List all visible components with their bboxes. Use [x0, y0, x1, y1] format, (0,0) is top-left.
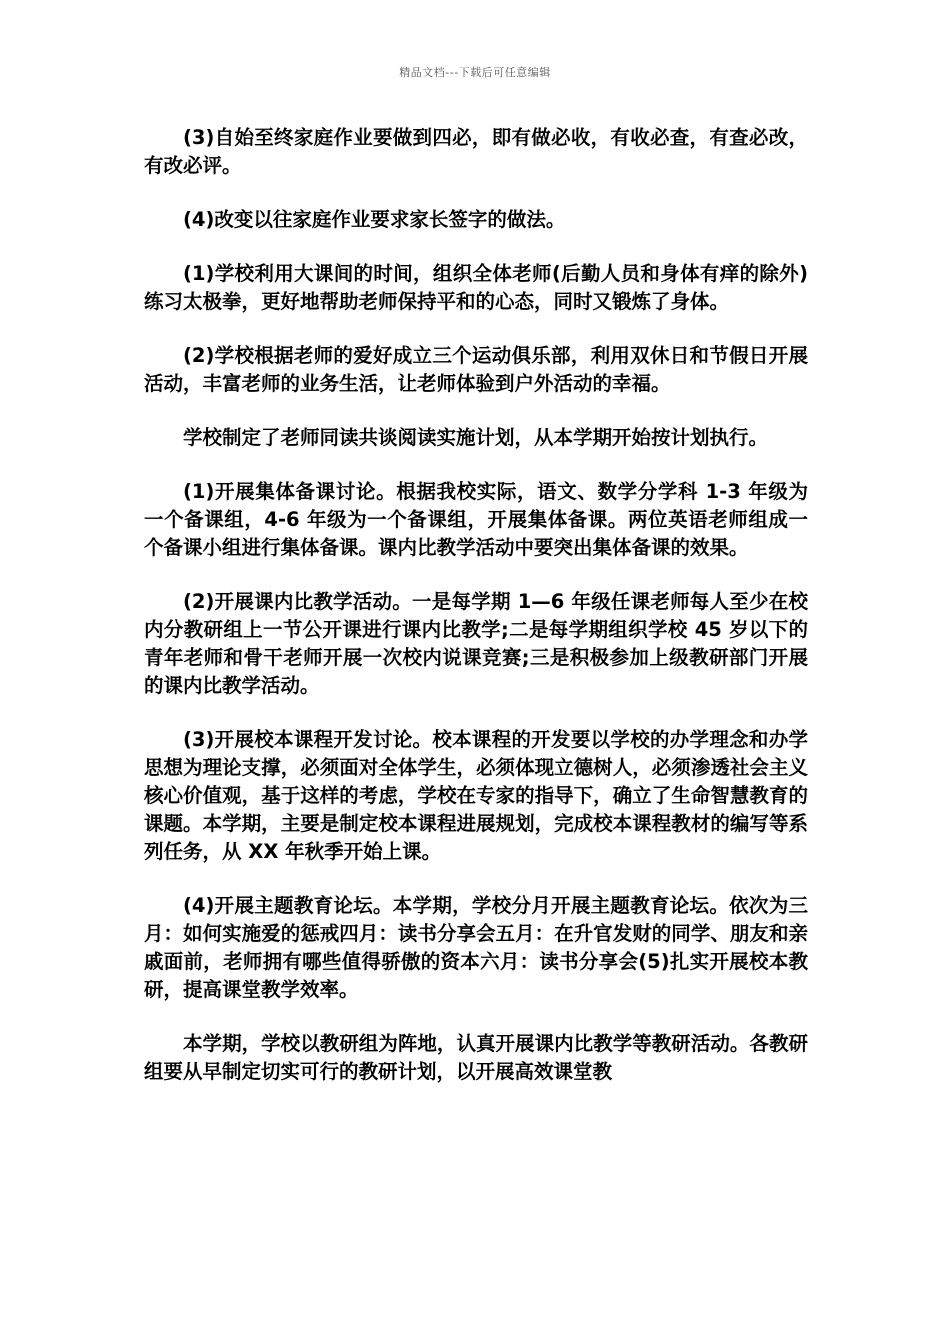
paragraph: (4)改变以往家庭作业要求家长签字的做法。 — [183, 208, 566, 231]
paragraph: (1)开展集体备课讨论。根据我校实际，语文、数学分学科 1-3 年级为一个备课组，4-6 年级为一个备课组，开展集体备课。两位英语老师组成一个备课小组进行集体备课。课内比教学活动中要突出集体备课的效果。 — [144, 480, 808, 559]
paragraph: (1)学校利用大课间的时间，组织全体老师(后勤人员和身体有痒的除外)练习太极拳，更好地帮助老师保持平和的心态，同时又锻炼了身体。 — [144, 262, 808, 313]
paragraph: (2)开展课内比教学活动。一是每学期 1—6 年级任课老师每人至少在校内分教研组上一节公开课进行课内比教学;二是每学期组织学校 45 岁以下的青年老师和骨干老师开展一次校内说课竞赛;三是积极参加上级教研部门开展的课内比教学活动。 — [144, 590, 808, 697]
paragraph: (3)开展校本课程开发讨论。校本课程的开发要以学校的办学理念和办学思想为理论支撑，必须面对全体学生，必须体现立德树人，必须渗透社会主义核心价值观，基于这样的考虑，学校在专家的指导下，确立了生命智慧教育的课题。本学期，主要是制定校本课程进展规划，完成校本课程教材的编写等系列任务，从 XX 年秋季开始上课。 — [144, 728, 808, 863]
paragraph: 本学期，学校以教研组为阵地，认真开展课内比教学等教研活动。各教研组要从早制定切实可行的教研计划，以开展高效课堂教 — [144, 1032, 808, 1083]
paragraph: (2)学校根据老师的爱好成立三个运动俱乐部，利用双休日和节假日开展活动，丰富老师的业务生活，让老师体验到户外活动的幸福。 — [144, 344, 808, 395]
page-header: 精品文档---下载后可任意编辑 — [399, 66, 551, 79]
document-body — [144, 124, 808, 1112]
paragraph: (3)自始至终家庭作业要做到四必，即有做必收，有收必查，有查必改，有改必评。 — [144, 126, 808, 177]
paragraph: (4)开展主题教育论坛。本学期，学校分月开展主题教育论坛。依次为三月：如何实施爱的惩戒四月：读书分享会五月：在升官发财的同学、朋友和亲戚面前，老师拥有哪些值得骄傲的资本六月：读书分享会(5)扎实开展校本教研，提高课堂教学效率。 — [144, 894, 808, 1001]
paragraph: 学校制定了老师同读共谈阅读实施计划，从本学期开始按计划执行。 — [183, 426, 769, 449]
